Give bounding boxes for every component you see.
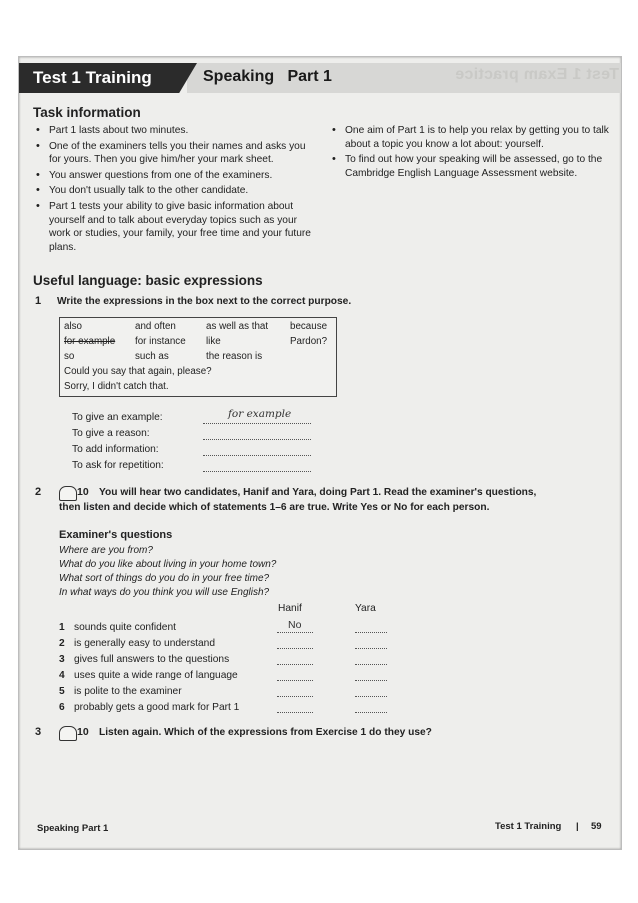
examiner-question: What do you like about living in your home town?: [59, 559, 277, 570]
statement-number: 4: [59, 670, 65, 681]
statement-text: is polite to the examiner: [74, 686, 182, 697]
statement-text: probably gets a good mark for Part 1: [74, 702, 240, 713]
list-item: • You answer questions from one of the examiners.: [35, 169, 315, 183]
answer-line: [277, 663, 313, 665]
column-header-hanif: Hanif: [278, 603, 302, 614]
purpose-label: To add information:: [72, 444, 159, 455]
answer-line: [203, 454, 311, 456]
statement-text: gives full answers to the questions: [74, 654, 230, 665]
answer-line: [203, 422, 311, 424]
page-header: [19, 63, 621, 93]
audio-cd-icon: [59, 726, 77, 741]
statement-text: is generally easy to understand: [74, 638, 216, 649]
expression: Pardon?: [290, 336, 328, 347]
track-number: 10: [77, 486, 89, 498]
answer-line: [277, 679, 313, 681]
audio-cd-icon: [59, 486, 77, 501]
examiner-questions-heading: Examiner's questions: [59, 529, 173, 541]
answer-line: [355, 695, 387, 697]
footer-separator: |: [576, 821, 579, 832]
answer-line: [203, 470, 311, 472]
purpose-label: To give an example:: [72, 412, 163, 423]
answer-line: [355, 679, 387, 681]
list-item: • You don't usually talk to the other candidate.: [35, 184, 315, 198]
handwritten-answer: No: [288, 619, 302, 631]
showthrough-text: Test 1 Exam practice: [454, 66, 619, 83]
exercise-2-number: 2: [35, 486, 42, 498]
answer-line: [203, 438, 311, 440]
footer-section: Speaking Part 1: [37, 823, 109, 834]
list-item: • To find out how your speaking will be assessed, go to the Cambridge English Language Assessment website.: [331, 153, 615, 180]
examiner-question: Where are you from?: [59, 545, 153, 556]
header-section-name: Speaking: [203, 68, 275, 85]
header-part: Part 1: [287, 68, 332, 85]
task-info-heading: Task information: [33, 105, 141, 120]
answer-line: [277, 647, 313, 649]
answer-line: [355, 631, 387, 633]
statement-number: 2: [59, 638, 65, 649]
exercise-2-instruction: You will hear two candidates, Hanif and Yara, doing Part 1. Read the examiner's questions,: [99, 487, 537, 498]
page-number: 59: [591, 821, 602, 832]
expression: Sorry, I didn't catch that.: [64, 381, 169, 392]
textbook-page: [18, 56, 622, 850]
list-item: • Part 1 lasts about two minutes.: [35, 124, 315, 138]
statement-text: sounds quite confident: [74, 622, 176, 633]
statement-number: 5: [59, 686, 65, 697]
list-item: • Part 1 tests your ability to give basic information about yourself and to talk about everyday topics such as your work or studies, your family, your free time and your future plans.: [35, 200, 315, 254]
expression: the reason is: [206, 351, 263, 362]
track-number: 10: [77, 726, 89, 738]
examiner-question: What sort of things do you do in your free time?: [59, 573, 270, 584]
examiner-question: In what ways do you think you will use English?: [59, 587, 270, 598]
expression: for instance: [135, 336, 186, 347]
expression: like: [206, 336, 221, 347]
answer-line: [355, 647, 387, 649]
expression: and often: [135, 321, 176, 332]
expression: such as: [135, 351, 169, 362]
expression: also: [64, 321, 82, 332]
statement-text: uses quite a wide range of language: [74, 670, 238, 681]
footer-title: Test 1 Training: [495, 821, 562, 832]
exercise-1-number: 1: [35, 295, 42, 307]
answer-line: [355, 711, 387, 713]
useful-language-heading: Useful language: basic expressions: [33, 273, 263, 288]
expression: because: [290, 321, 328, 332]
header-section: [203, 68, 332, 86]
statement-number: 3: [59, 654, 65, 665]
header-title: Test 1 Training: [33, 68, 152, 87]
list-item: • One aim of Part 1 is to help you relax by getting you to talk about a topic you know a lot about: yourself.: [331, 124, 615, 151]
handwritten-answer: for example: [228, 408, 292, 420]
exercise-2-instruction: then listen and decide which of statements 1–6 are true. Write Yes or No for each person.: [59, 502, 490, 513]
task-info-left-list: [35, 124, 315, 256]
list-item: • One of the examiners tells you their names and asks you for yours. Then you give him/her your mark sheet.: [35, 140, 315, 167]
expression: Could you say that again, please?: [64, 366, 212, 377]
statement-number: 1: [59, 622, 65, 633]
answer-line: [277, 631, 313, 633]
statement-number: 6: [59, 702, 65, 713]
answer-line: [277, 695, 313, 697]
answer-line: [277, 711, 313, 713]
purpose-label: To ask for repetition:: [72, 460, 164, 471]
exercise-1-instruction: Write the expressions in the box next to the correct purpose.: [57, 296, 352, 307]
exercise-3-number: 3: [35, 726, 42, 738]
purpose-label: To give a reason:: [72, 428, 150, 439]
expression: as well as that: [206, 321, 269, 332]
expressions-box: [59, 317, 337, 397]
expression: so: [64, 351, 75, 362]
expression-crossed-out: for example: [64, 336, 116, 347]
column-header-yara: Yara: [355, 603, 376, 614]
answer-line: [355, 663, 387, 665]
task-info-right-list: [331, 124, 615, 182]
exercise-3-instruction: Listen again. Which of the expressions from Exercise 1 do they use?: [99, 727, 432, 738]
